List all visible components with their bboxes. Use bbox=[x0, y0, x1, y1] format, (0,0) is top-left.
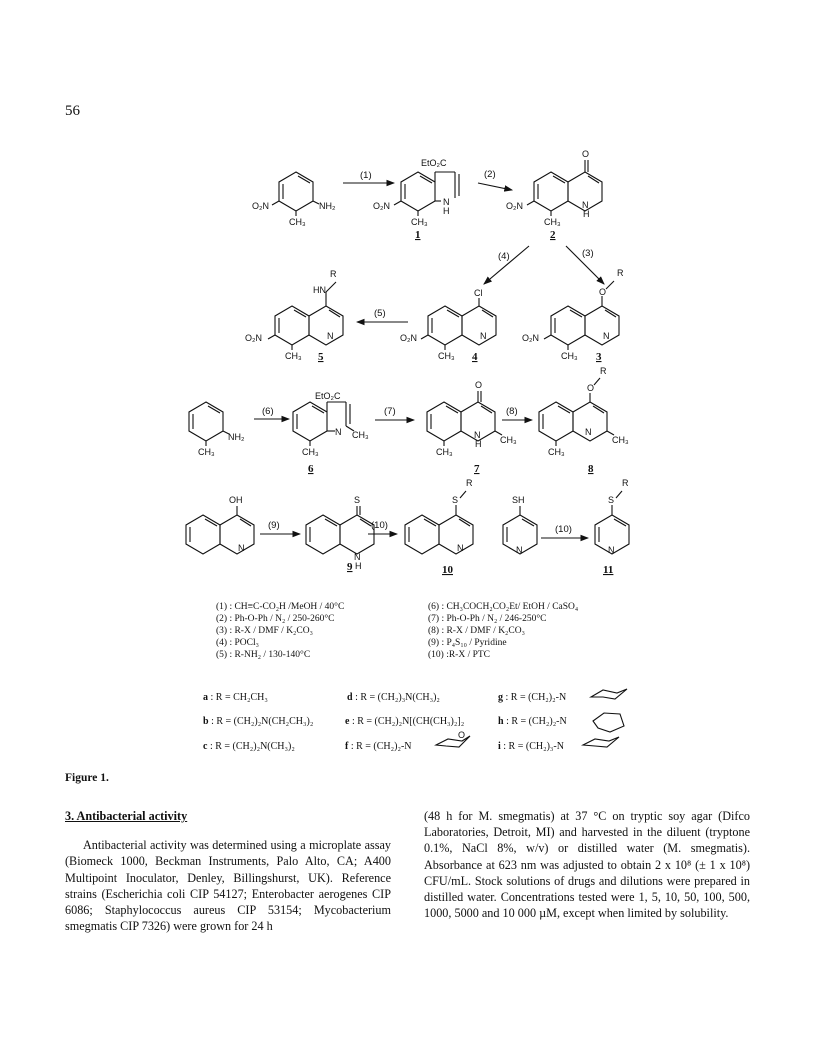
compound-4-structure bbox=[400, 288, 496, 363]
ch3-label: CH₃ bbox=[285, 351, 302, 361]
substituent-g: g : R = (CH₂)₂-N bbox=[498, 692, 567, 703]
ch3-label: CH₃ bbox=[500, 435, 517, 445]
eto2c-label: EtO₂C bbox=[315, 391, 341, 401]
step-label-10b: (10) bbox=[555, 524, 572, 535]
step-label-6: (6) bbox=[262, 406, 274, 417]
ch3-label: CH₃ bbox=[436, 447, 453, 457]
n-label: N bbox=[443, 197, 450, 207]
step-label-3: (3) bbox=[582, 248, 594, 259]
substituent-b: b : R = (CH₂)₂N(CH₂CH₃)₂ bbox=[203, 716, 314, 727]
s-label: S bbox=[608, 495, 615, 505]
n-label: N bbox=[585, 427, 592, 437]
start-mercaptopyridine bbox=[503, 495, 537, 555]
s-label: S bbox=[452, 495, 459, 505]
o2n-label: O₂N bbox=[400, 333, 417, 343]
start-nitrotoluidine bbox=[252, 172, 336, 227]
condition-8: (8) : R-X / DMF / K₂CO₃ bbox=[428, 626, 525, 636]
r-label: R bbox=[466, 478, 473, 488]
substituent-i: i : R = (CH₂)₃-N bbox=[498, 741, 564, 752]
ch3-label: CH₃ bbox=[561, 351, 578, 361]
nh2-label: NH₂ bbox=[228, 432, 245, 442]
condition-9: (9) : P₄S₁₀ / Pyridine bbox=[428, 638, 507, 648]
h-label: H bbox=[475, 439, 482, 449]
start-toluidine bbox=[189, 402, 245, 457]
figure-caption: Figure 1. bbox=[65, 772, 109, 784]
n-label: N bbox=[327, 331, 334, 341]
compound-label-10: 10 bbox=[442, 564, 453, 576]
step-label-7: (7) bbox=[384, 406, 396, 417]
h-label: H bbox=[583, 209, 590, 219]
compound-label-6: 6 bbox=[308, 463, 314, 475]
r-label: R bbox=[617, 268, 624, 278]
substituent-table bbox=[203, 689, 627, 752]
n-label: N bbox=[335, 427, 342, 437]
start-hydroxyquinoline bbox=[186, 495, 254, 554]
conditions-left bbox=[216, 601, 344, 660]
n-label: N bbox=[603, 331, 610, 341]
o2n-label: O₂N bbox=[245, 333, 262, 343]
compound-label-1: 1 bbox=[415, 229, 421, 241]
ch3-label: CH₃ bbox=[302, 447, 319, 457]
ch3-label: CH₃ bbox=[352, 430, 369, 440]
o-label: O bbox=[475, 380, 483, 390]
compound-label-9: 9 bbox=[347, 561, 353, 573]
compound-10-structure bbox=[405, 478, 473, 576]
step-label-1: (1) bbox=[360, 170, 372, 181]
substituent-a: a : R = CH₂CH₃ bbox=[203, 692, 268, 703]
piperidine-ring-icon bbox=[583, 737, 619, 747]
s-label: S bbox=[354, 495, 361, 505]
section-heading: 3. Antibacterial activity bbox=[65, 809, 188, 823]
o2n-label: O₂N bbox=[506, 201, 523, 211]
compound-2-structure bbox=[506, 149, 602, 241]
condition-2: (2) : Ph-O-Ph / N₂ / 250-260°C bbox=[216, 614, 335, 624]
o-label: O bbox=[582, 149, 590, 159]
compound-7-structure bbox=[427, 380, 517, 475]
step-label-10a: (10) bbox=[371, 520, 388, 531]
o2n-label: O₂N bbox=[522, 333, 539, 343]
step-label-2: (2) bbox=[484, 169, 496, 180]
compound-label-4: 4 bbox=[472, 351, 478, 363]
ch3-label: CH₃ bbox=[544, 217, 561, 227]
step-label-5: (5) bbox=[374, 308, 386, 319]
o2n-label: O₂N bbox=[252, 201, 269, 211]
compound-label-3: 3 bbox=[596, 351, 602, 363]
step-label-4: (4) bbox=[498, 251, 510, 262]
cl-label: Cl bbox=[474, 288, 483, 298]
r-label: R bbox=[330, 269, 337, 279]
compound-label-8: 8 bbox=[588, 463, 594, 475]
hn-label: HN bbox=[313, 285, 326, 295]
ch3-label: CH₃ bbox=[198, 447, 215, 457]
h-label: H bbox=[443, 206, 450, 216]
piperidine-ring-icon bbox=[591, 689, 627, 699]
ch3-label: CH₃ bbox=[289, 217, 306, 227]
compound-11-structure bbox=[595, 478, 629, 576]
substituent-h: h : R = (CH₂)₂-N bbox=[498, 716, 567, 727]
right-column bbox=[424, 808, 750, 921]
compound-label-2: 2 bbox=[550, 229, 556, 241]
compound-6-structure bbox=[293, 391, 369, 475]
ch3-label: CH₃ bbox=[438, 351, 455, 361]
o-label: O bbox=[458, 730, 466, 740]
compound-8-structure bbox=[539, 366, 629, 475]
r-label: R bbox=[622, 478, 629, 488]
pyrrolidine-ring-icon bbox=[593, 713, 624, 732]
substituent-c: c : R = (CH₂)₂N(CH₃)₂ bbox=[203, 741, 295, 752]
n-label: N bbox=[582, 200, 589, 210]
sh-label: SH bbox=[512, 495, 525, 505]
o-label: O bbox=[587, 383, 595, 393]
oh-label: OH bbox=[229, 495, 243, 505]
substituent-f: f : R = (CH₂)₂-N bbox=[345, 741, 412, 752]
ch3-label: CH₃ bbox=[612, 435, 629, 445]
condition-3: (3) : R-X / DMF / K₂CO₃ bbox=[216, 626, 313, 636]
body-paragraph-right: (48 h for M. smegmatis) at 37 °C on tryptic soy agar (Difco Laboratories, Detroit, MI) and harvested in the diluent (tryptone 0.1%, NaCl 8%, w/v) or distilled water (M. smegmatis). Absorbance at 623 nm was adjusted to obtain 2 x 10⁸ (± 1 x 10⁸) CFU/mL. Stock solutions of drugs and dilutions were prepared in distilled water. Concentrations tested were 1, 5, 10, 50, 100, 500, 1000, 5000 and 10 000 µM, except when limited by solubility. bbox=[424, 809, 750, 921]
nh2-label: NH₂ bbox=[319, 201, 336, 211]
h-label: H bbox=[355, 561, 362, 571]
n-label: N bbox=[354, 552, 361, 562]
n-label: N bbox=[457, 543, 464, 553]
page-number: 56 bbox=[65, 103, 80, 119]
n-label: N bbox=[608, 545, 615, 555]
o-label: O bbox=[599, 287, 607, 297]
condition-5: (5) : R-NH₂ / 130-140°C bbox=[216, 650, 311, 660]
n-label: N bbox=[238, 543, 245, 553]
condition-1: (1) : CH≡C-CO₂H /MeOH / 40°C bbox=[216, 602, 345, 612]
r-label: R bbox=[600, 366, 607, 376]
ch3-label: CH₃ bbox=[411, 217, 428, 227]
compound-label-11: 11 bbox=[603, 564, 614, 576]
body-paragraph-left: Antibacterial activity was determined using a microplate assay (Biomeck 1000, Beckman Instruments, Palo Alto, CA; A400 Multipoint Inoculator, Denley, Billingshurst, UK). Reference strains (Escherichia coli CIP 54127; Enterobacter aerogenes CIP 6086; Staphylococcus aureus CIP 53154; Mycobacterium smegmatis CIP 7326) were grown for 24 h bbox=[65, 838, 391, 934]
substituent-d: d : R = (CH₂)₃N(CH₃)₂ bbox=[347, 692, 440, 703]
condition-10: (10) :R-X / PTC bbox=[428, 650, 491, 660]
substituent-e: e : R = (CH₂)₂N[(CH(CH₃)₂]₂ bbox=[345, 716, 465, 727]
compound-label-7: 7 bbox=[474, 463, 480, 475]
step-label-8: (8) bbox=[506, 406, 518, 417]
condition-6: (6) : CH₃COCH₂CO₂Et/ EtOH / CaSO₄ bbox=[428, 602, 579, 612]
compound-5-structure bbox=[245, 269, 343, 363]
left-column bbox=[65, 808, 391, 934]
n-label: N bbox=[480, 331, 487, 341]
compound-9-structure bbox=[306, 495, 374, 573]
ch3-label: CH₃ bbox=[548, 447, 565, 457]
compound-1-structure bbox=[373, 158, 459, 241]
step-label-9: (9) bbox=[268, 520, 280, 531]
o2n-label: O₂N bbox=[373, 201, 390, 211]
conditions-right bbox=[428, 601, 578, 660]
compound-label-5: 5 bbox=[318, 351, 324, 363]
condition-4: (4) : POCl₃ bbox=[216, 638, 259, 648]
n-label: N bbox=[474, 430, 481, 440]
eto2c-label: EtO₂C bbox=[421, 158, 447, 168]
n-label: N bbox=[516, 545, 523, 555]
condition-7: (7) : Ph-O-Ph / N₂ / 246-250°C bbox=[428, 614, 547, 624]
compound-3-structure bbox=[522, 268, 624, 363]
